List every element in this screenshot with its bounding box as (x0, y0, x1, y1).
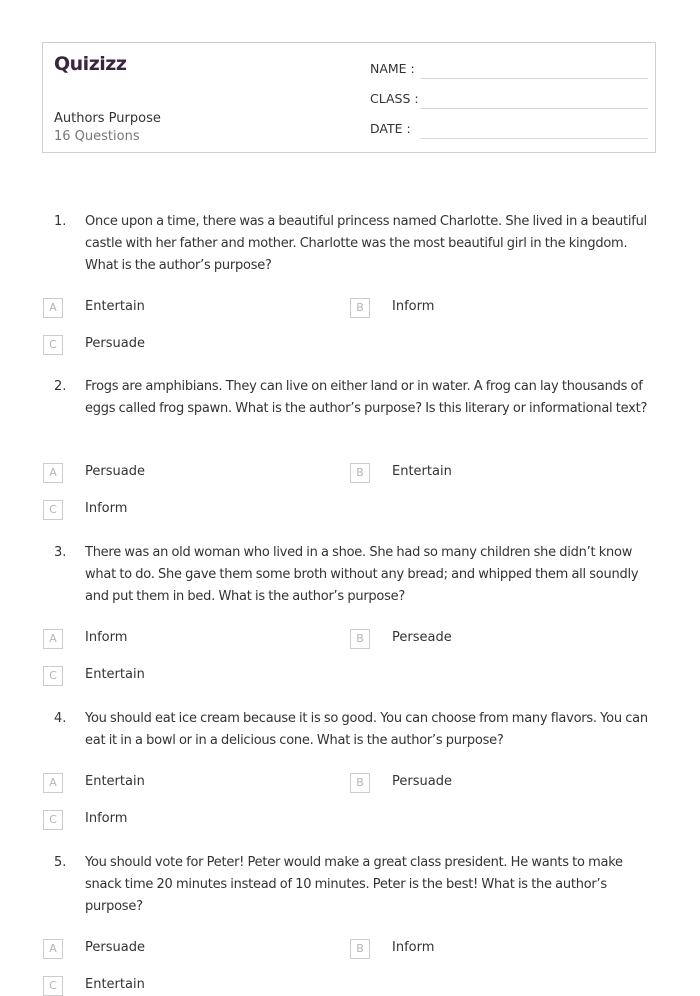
date-field[interactable] (370, 119, 648, 139)
option-letter-box: A (43, 463, 63, 483)
option-letter-box: C (43, 666, 63, 686)
name-field[interactable] (370, 59, 648, 79)
option-label: Persuade (85, 940, 145, 955)
option-label: Inform (85, 501, 128, 516)
question-text: Once upon a time, there was a beautiful princess named Charlotte. She lived in a beautiful castle with her father and mother. Charlotte was the most beautiful girl in the kingdom. What is the author’s purpose? (85, 214, 647, 273)
question-count: 16 Questions (54, 129, 140, 144)
option-label: Inform (85, 630, 128, 645)
date-label: DATE : (370, 121, 411, 136)
option-letter-box: C (43, 976, 63, 996)
option-label: Inform (85, 811, 128, 826)
option-label: Persuade (85, 464, 145, 479)
option-letter-box: A (43, 773, 63, 793)
option-label: Entertain (85, 667, 145, 682)
option-label: Inform (392, 299, 435, 314)
option-label: Perseade (392, 630, 452, 645)
question-number: 2. (54, 379, 67, 394)
question-number: 5. (54, 855, 67, 870)
question-text: There was an old woman who lived in a shoe. She had so many children she didn’t know what to do. She gave them some broth without any bread; and whipped them all soundly and put them in bed. What is the author’s purpose? (85, 545, 639, 604)
date-line[interactable] (421, 138, 648, 139)
option-letter-box: A (43, 629, 63, 649)
option-letter-box: C (43, 500, 63, 520)
option-label: Entertain (392, 464, 452, 479)
option-letter-box: B (350, 298, 370, 318)
option-letter-box: A (43, 939, 63, 959)
option-label: Entertain (85, 774, 145, 789)
question-number: 3. (54, 545, 67, 560)
quizizz-logo: Quizizz (54, 53, 127, 75)
worksheet-header (42, 42, 656, 153)
option-letter-box: B (350, 463, 370, 483)
option-label: Entertain (85, 977, 145, 992)
class-label: CLASS : (370, 91, 419, 106)
option-letter-box: A (43, 298, 63, 318)
quiz-title: Authors Purpose (54, 111, 161, 126)
name-line[interactable] (421, 78, 648, 79)
question-text: You should eat ice cream because it is so good. You can choose from many flavors. You can eat it in a bowl or in a delicious cone. What is the author’s purpose? (85, 711, 648, 748)
question-number: 1. (54, 214, 67, 229)
option-label: Persuade (392, 774, 452, 789)
option-letter-box: B (350, 629, 370, 649)
option-letter-box: C (43, 335, 63, 355)
option-letter-box: C (43, 810, 63, 830)
question-number: 4. (54, 711, 67, 726)
class-line[interactable] (421, 108, 648, 109)
option-label: Entertain (85, 299, 145, 314)
question-text: Frogs are amphibians. They can live on either land or in water. A frog can lay thousands of eggs called frog spawn. What is the author’s purpose? Is this literary or informational text? (85, 379, 648, 416)
option-label: Persuade (85, 336, 145, 351)
option-letter-box: B (350, 773, 370, 793)
question-text: You should vote for Peter! Peter would make a great class president. He wants to make snack time 20 minutes instead of 10 minutes. Peter is the best! What is the author’s purpose? (85, 855, 623, 914)
name-label: NAME : (370, 61, 415, 76)
option-letter-box: B (350, 939, 370, 959)
class-field[interactable] (370, 89, 648, 109)
option-label: Inform (392, 940, 435, 955)
